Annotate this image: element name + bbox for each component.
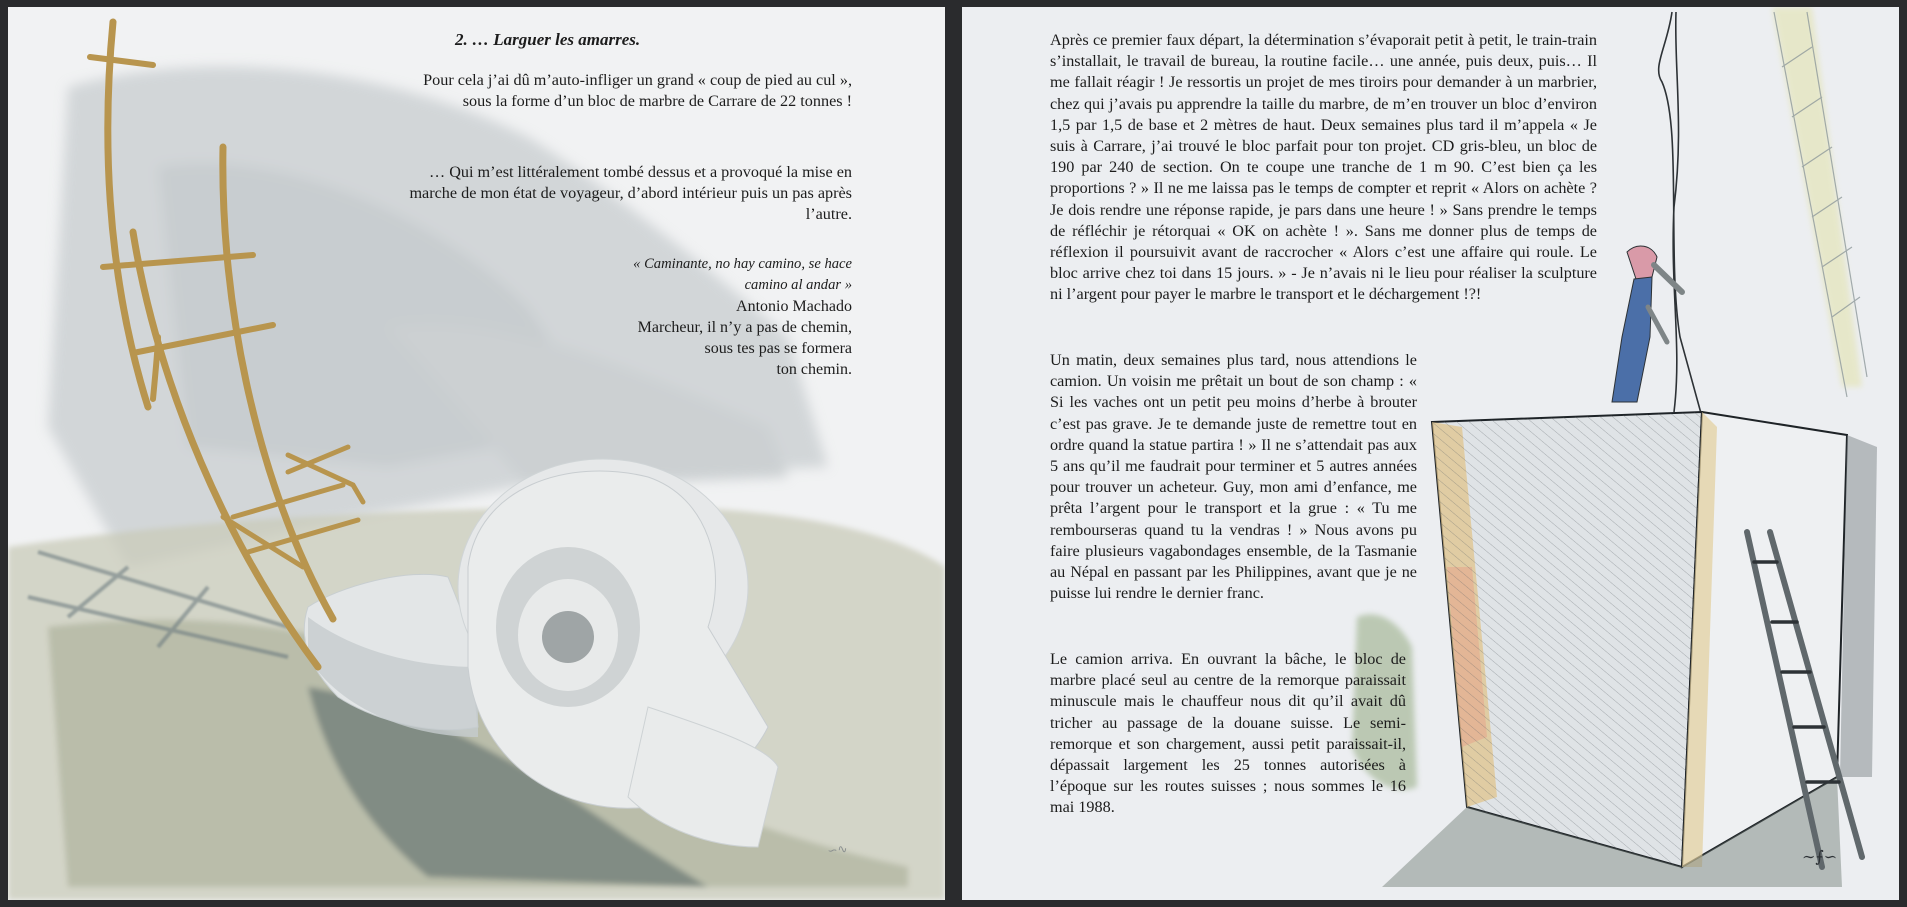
quote-translation-line-2: sous tes pas se formera (704, 340, 852, 357)
worker-figure (1612, 246, 1682, 402)
quote-translation-line-1: Marcheur, il n’y a pas de chemin, (637, 319, 852, 336)
quote-line-1: « Caminante, no hay camino, se hace (633, 256, 852, 272)
epigraph-quote (522, 254, 852, 380)
right-paragraph-1: Après ce premier faux départ, la détermination s’évaporait petit à petit, le train-train s’installait, le travail de bureau, la routine facile… une année, puis deux, puis… Il me fallait réagir ! Je ressortis un projet de mes tiroirs pour demander à un marbrier, chez qui j’avais pu apprendre la taille du marbre, de m’en trouver un bloc d’environ 1,5 par 1,5 de base et 2 mètres de haut. Deux semaines plus tard il m’appela « Je suis à Carrare, j’ai trouvé le bloc parfait pour ton projet. CD gris-bleu, un bloc de 190 par 240 de section. On te coupe une tranche de 1 m 90. C’est bien ça les proportions ? » Il ne me laissa pas le temps de compter et reprit « Alors on achète ? Je dois rendre une réponse rapide, je pars dans une heure ! » Sans prendre le temps de réfléchir je rétorquai « OK on achète ! ». Sans me donner plus de temps de réflexion il poursuivit avant de raccrocher « Alors c’est une affaire qui roule. Le bloc arrive chez toi dans 15 jours. » - Je n’avais ni le lieu pour réaliser la sculpture ni l’argent pour payer le marbre le transport et le déchargement !?! (1050, 31, 1597, 304)
right-page (962, 7, 1899, 900)
chapter-title: 2. … Larguer les amarres. (455, 30, 641, 49)
quote-author: Antonio Machado (736, 298, 852, 315)
quote-translation-line-3: ton chemin. (776, 361, 852, 378)
crane-cable (1659, 12, 1702, 417)
left-paragraph-2: … Qui m’est littéralement tombé dessus et a provoqué la mise en marche de mon état de voyageur, d’abord intérieur puis un pas après l’autre. (409, 163, 852, 223)
right-paragraph-3: Le camion arriva. En ouvrant la bâche, le bloc de marbre placé seul au centre de la remorque paraissait minuscule mais le chauffeur nous dit qu’il avait dû tricher au passage de la douane suisse. Le semi-remorque et son chargement, aussi petit paraissait-il, dépassait largement les 25 tonnes autorisées à l’époque sur les routes suisses ; nous sommes le 16 mai 1988. (1050, 650, 1406, 817)
quote-line-2: camino al andar » (744, 277, 852, 293)
left-paragraph-1: Pour cela j’ai dû m’auto-infliger un grand « coup de pied au cul », sous la forme d’un bloc de marbre de Carrare de 22 tonnes ! (423, 71, 852, 110)
left-page (8, 7, 945, 900)
crane-lattice (1772, 7, 1867, 397)
artist-signature: ∼⨍∽ (1802, 847, 1838, 866)
right-paragraph-2: Un matin, deux semaines plus tard, nous attendions le camion. Un voisin me prêtait un bout de son champ : « Si les vaches ont un petit peu moins d’herbe à brouter c’est pas grave. Je te demande juste de remettre tout en ordre quand la statue partira ! » Il ne s’attendait pas aux 5 ans qu’il me faudrait pour terminer et 5 autres années pour trouver un acheteur. Guy, mon ami d’enfance, me prêta l’argent pour le transport et la grue : « Tu me rembourseras quand tu la vendras ! » Nous avons pu faire plusieurs vagabondages ensemble, de la Tasmanie au Népal en passant par les Philippines, avant que je ne puisse lui rendre le dernier franc. (1050, 351, 1417, 603)
artist-signature: ∽∿ (826, 841, 849, 858)
ladder-sculpture-illustration (8, 7, 945, 900)
